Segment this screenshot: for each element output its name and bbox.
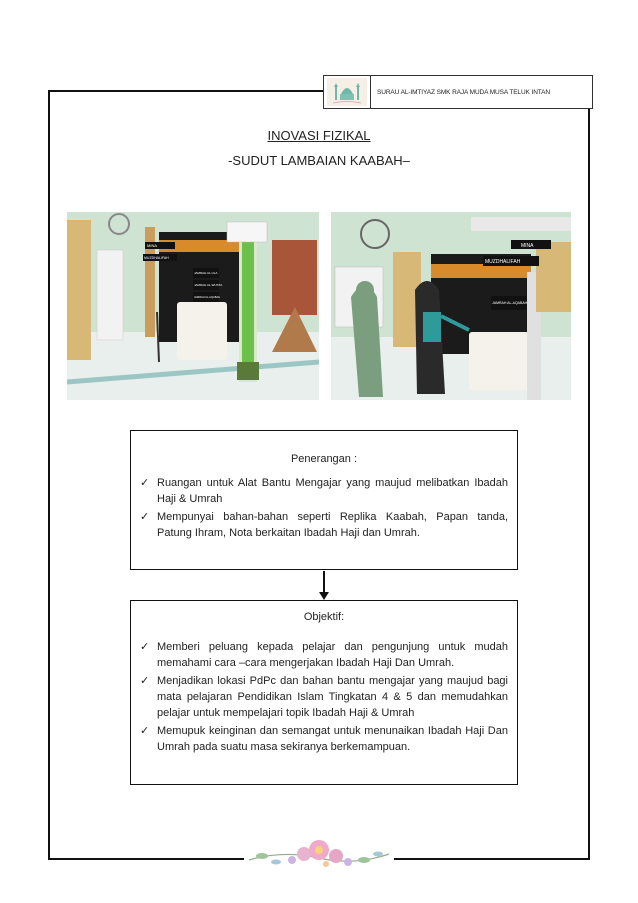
check-icon: ✓ (140, 725, 150, 737)
sign-mina-left: MINA (147, 243, 157, 248)
list-item (140, 639, 508, 671)
list-item-text: Memberi peluang kepada pelajar dan pengunjung untuk mudah memahami cara –cara mengerjakan Ibadah Haji Dan Umrah. (157, 641, 508, 669)
list-item (140, 673, 508, 721)
check-icon: ✓ (140, 641, 150, 653)
sign-muzdhalifah-right: MUZDHALIFAH (485, 259, 521, 265)
sign-jamrah-wusta: JAMRAH AL-WUSTA (194, 283, 223, 287)
objektif-heading: Objektif: (303, 611, 345, 623)
penerangan-heading: Penerangan : (290, 453, 358, 465)
sign-jamrah-aqabah-left: JAMRAH AL-AQABAH (194, 296, 221, 299)
header-box (323, 75, 593, 109)
sign-jamrah-aqabah-right: JAMRAH AL-AQABAH (492, 301, 528, 305)
page-subtitle: -SUDUT LAMBAIAN KAABAH– (228, 153, 410, 168)
page-title: INOVASI FIZIKAL (267, 128, 371, 143)
photo-right (331, 212, 571, 400)
header-title: SURAU AL-IMTIYAZ SMK RAJA MUDA MUSA TELUK INTAN (377, 88, 550, 96)
check-icon: ✓ (140, 511, 150, 523)
floral-ornament-icon (244, 830, 394, 876)
list-item-text: Menjadikan lokasi PdPc dan bahan bantu mengajar yang maujud bagi mata pelajaran Pendidikan Islam Tingkatan 4 & 5 dan memudahkan pelajar untuk mempelajari topik Ibadah Haji & Umrah (157, 675, 508, 719)
check-icon: ✓ (140, 675, 150, 687)
sign-mina-right: MINA (521, 243, 534, 249)
list-item (140, 509, 508, 541)
connector-line (323, 571, 325, 593)
photo-left (67, 212, 319, 400)
arrow-down-icon (319, 592, 329, 600)
list-item (140, 723, 508, 755)
check-icon: ✓ (140, 477, 150, 489)
sign-jamrah-ula: JAMRAH AL-ULA (194, 271, 218, 275)
surau-logo (324, 76, 371, 108)
sign-muzdhalifah-left: MUZDHALIFAH (144, 256, 169, 260)
list-item-text: Ruangan untuk Alat Bantu Mengajar yang maujud melibatkan Ibadah Haji & Umrah (157, 477, 508, 505)
penerangan-box (130, 430, 518, 570)
objektif-list (140, 639, 508, 755)
list-item-text: Mempunyai bahan-bahan seperti Replika Kaabah, Papan tanda, Patung Ihram, Nota berkaitan Ibadah Haji dan Umrah. (157, 511, 508, 539)
penerangan-list (140, 475, 508, 541)
list-item-text: Memupuk keinginan dan semangat untuk menunaikan Ibadah Haji Dan Umrah pada suatu masa sekiranya berkemampuan. (157, 725, 508, 753)
list-item (140, 475, 508, 507)
objektif-box (130, 600, 518, 785)
